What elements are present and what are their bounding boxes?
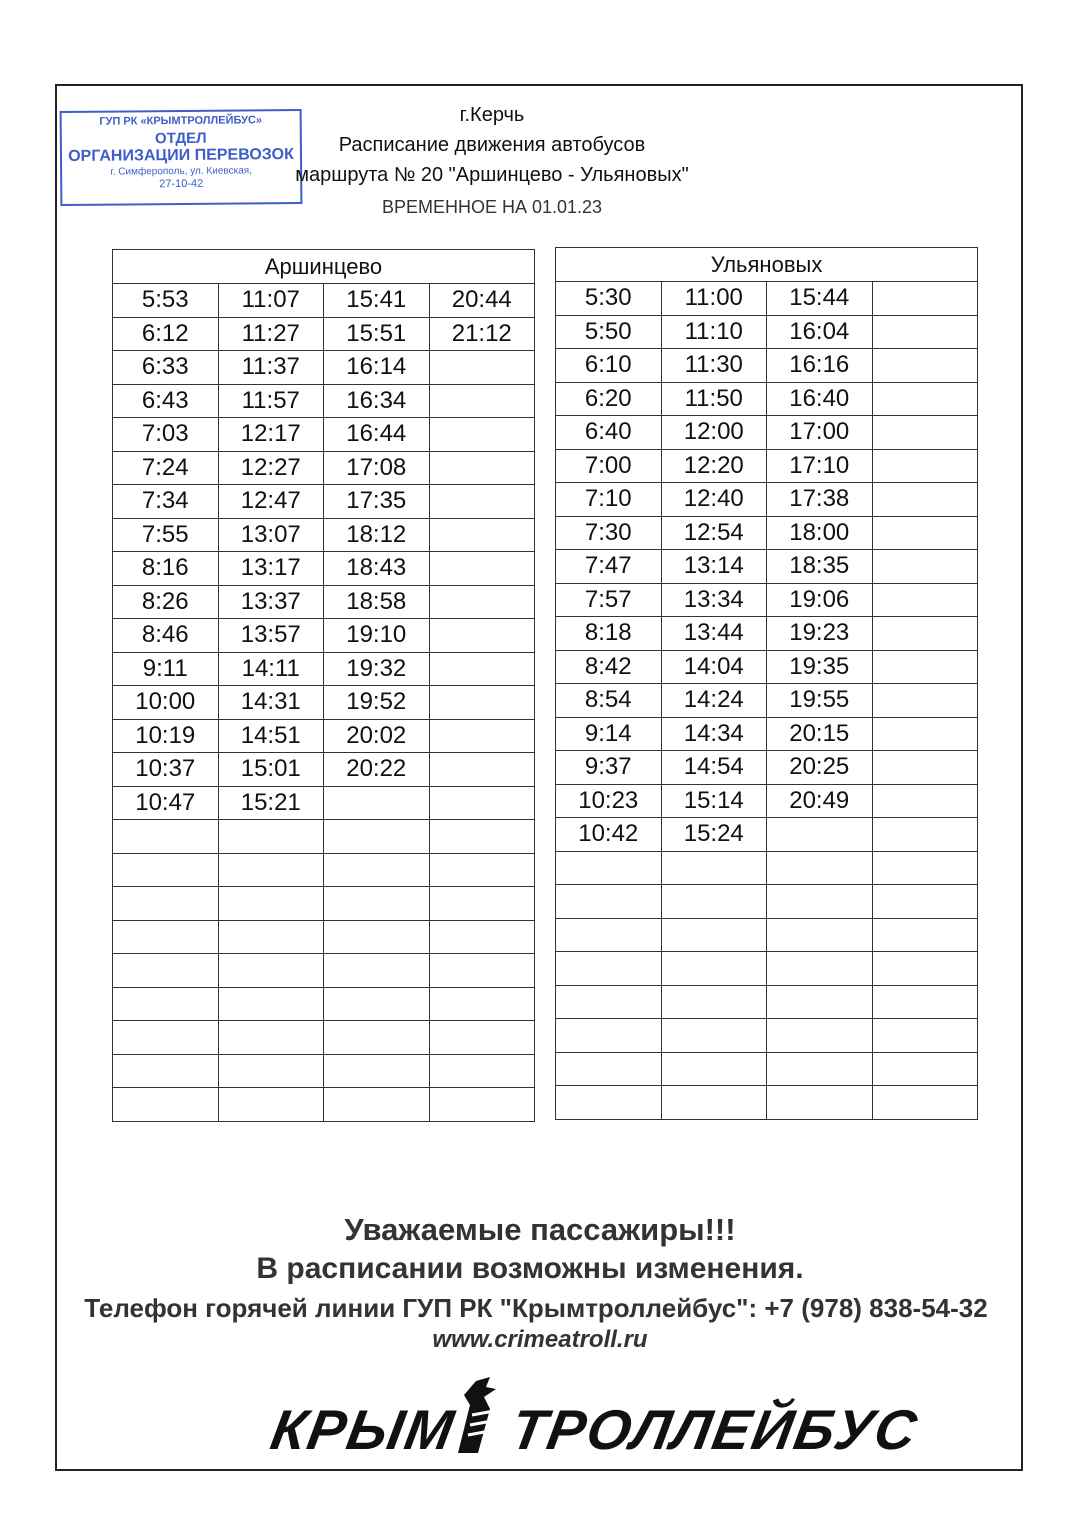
time-cell bbox=[872, 1086, 978, 1120]
table-row bbox=[556, 617, 978, 651]
table-row bbox=[113, 384, 535, 418]
table-row bbox=[113, 820, 535, 854]
time-cell: 16:04 bbox=[767, 315, 873, 349]
time-cell: 5:50 bbox=[556, 315, 662, 349]
time-cell bbox=[113, 887, 219, 921]
table-row bbox=[113, 585, 535, 619]
time-cell: 20:02 bbox=[324, 719, 430, 753]
time-cell: 12:27 bbox=[218, 451, 324, 485]
table-row bbox=[556, 1052, 978, 1086]
table-row bbox=[556, 583, 978, 617]
time-cell: 14:51 bbox=[218, 719, 324, 753]
time-cell: 10:19 bbox=[113, 719, 219, 753]
table-row bbox=[113, 351, 535, 385]
time-cell bbox=[556, 985, 662, 1019]
notice-changes: В расписании возможны изменения. bbox=[256, 1252, 804, 1285]
time-cell bbox=[429, 485, 535, 519]
time-cell bbox=[324, 954, 430, 988]
table-row bbox=[556, 349, 978, 383]
time-cell bbox=[429, 887, 535, 921]
time-cell bbox=[872, 1052, 978, 1086]
time-cell bbox=[872, 315, 978, 349]
time-cell: 8:42 bbox=[556, 650, 662, 684]
time-cell bbox=[767, 952, 873, 986]
temporary-label: ВРЕМЕННОЕ НА 01.01.23 bbox=[381, 197, 603, 217]
time-cell: 13:17 bbox=[218, 552, 324, 586]
crimea-trolleybus-logo bbox=[266, 1375, 924, 1461]
time-cell: 6:12 bbox=[113, 317, 219, 351]
website-link[interactable]: www.crimeatroll.ru bbox=[432, 1326, 648, 1353]
time-cell bbox=[429, 652, 535, 686]
table-row bbox=[556, 717, 978, 751]
time-cell: 16:44 bbox=[324, 418, 430, 452]
table-row bbox=[113, 418, 535, 452]
time-cell: 13:07 bbox=[218, 518, 324, 552]
time-cell: 7:24 bbox=[113, 451, 219, 485]
table-row bbox=[113, 451, 535, 485]
schedule-table-ulyanovykh bbox=[555, 247, 978, 1120]
table-row bbox=[556, 1086, 978, 1120]
time-cell bbox=[429, 920, 535, 954]
table-row bbox=[556, 1019, 978, 1053]
table-row bbox=[113, 753, 535, 787]
time-cell: 8:54 bbox=[556, 684, 662, 718]
time-cell: 19:32 bbox=[324, 652, 430, 686]
time-cell bbox=[429, 418, 535, 452]
time-cell: 19:52 bbox=[324, 686, 430, 720]
table-row bbox=[556, 684, 978, 718]
time-cell bbox=[872, 282, 978, 316]
hotline-phone: Телефон горячей линии ГУП РК "Крымтроллейбус": +7 (978) 838-54-32 bbox=[84, 1293, 988, 1323]
time-cell bbox=[429, 1021, 535, 1055]
time-cell: 7:03 bbox=[113, 418, 219, 452]
time-cell bbox=[872, 349, 978, 383]
route-title: маршрута № 20 "Аршинцево - Ульяновых" bbox=[295, 164, 689, 186]
time-cell bbox=[661, 918, 767, 952]
stamp-line-3: ОРГАНИЗАЦИИ ПЕРЕВОЗОК bbox=[68, 146, 294, 165]
time-cell bbox=[324, 853, 430, 887]
time-cell: 9:37 bbox=[556, 751, 662, 785]
time-cell: 20:49 bbox=[767, 784, 873, 818]
time-cell bbox=[872, 550, 978, 584]
time-cell bbox=[872, 851, 978, 885]
time-cell: 7:55 bbox=[113, 518, 219, 552]
time-cell: 10:42 bbox=[556, 818, 662, 852]
time-cell bbox=[218, 1021, 324, 1055]
table-row bbox=[556, 449, 978, 483]
time-cell bbox=[324, 1021, 430, 1055]
time-cell: 10:47 bbox=[113, 786, 219, 820]
table-row bbox=[556, 315, 978, 349]
time-cell: 16:40 bbox=[767, 382, 873, 416]
time-cell bbox=[113, 954, 219, 988]
time-cell: 15:24 bbox=[661, 818, 767, 852]
time-cell bbox=[218, 853, 324, 887]
schedule-title: Расписание движения автобусов bbox=[338, 134, 646, 156]
time-cell bbox=[872, 483, 978, 517]
time-cell: 17:00 bbox=[767, 416, 873, 450]
time-cell: 16:34 bbox=[324, 384, 430, 418]
time-cell: 15:51 bbox=[324, 317, 430, 351]
schedule-table-arshintsevo bbox=[112, 249, 535, 1122]
time-cell: 17:10 bbox=[767, 449, 873, 483]
time-cell: 18:12 bbox=[324, 518, 430, 552]
stamp-line-4: г. Симферополь, ул. Киевская, bbox=[110, 165, 252, 178]
table-row bbox=[113, 853, 535, 887]
time-cell: 11:10 bbox=[661, 315, 767, 349]
table-row bbox=[556, 918, 978, 952]
time-cell bbox=[661, 1086, 767, 1120]
time-cell: 7:47 bbox=[556, 550, 662, 584]
time-cell bbox=[872, 416, 978, 450]
time-cell bbox=[429, 719, 535, 753]
time-cell bbox=[324, 920, 430, 954]
time-cell bbox=[556, 851, 662, 885]
city-title: г.Керчь bbox=[459, 104, 525, 126]
time-cell: 16:16 bbox=[767, 349, 873, 383]
time-cell: 15:14 bbox=[661, 784, 767, 818]
time-cell bbox=[429, 853, 535, 887]
time-cell bbox=[218, 820, 324, 854]
table-row bbox=[113, 920, 535, 954]
time-cell: 11:37 bbox=[218, 351, 324, 385]
time-cell bbox=[324, 1054, 430, 1088]
time-cell: 17:35 bbox=[324, 485, 430, 519]
table-row bbox=[556, 650, 978, 684]
time-cell bbox=[113, 920, 219, 954]
time-cell: 13:34 bbox=[661, 583, 767, 617]
time-cell bbox=[113, 1088, 219, 1122]
table-row bbox=[113, 987, 535, 1021]
time-cell bbox=[429, 820, 535, 854]
time-cell: 20:44 bbox=[429, 284, 535, 318]
time-cell: 13:37 bbox=[218, 585, 324, 619]
table-row bbox=[113, 954, 535, 988]
time-cell: 6:40 bbox=[556, 416, 662, 450]
time-cell bbox=[872, 818, 978, 852]
time-cell: 21:12 bbox=[429, 317, 535, 351]
time-cell bbox=[429, 1088, 535, 1122]
time-cell: 20:25 bbox=[767, 751, 873, 785]
time-cell bbox=[872, 650, 978, 684]
time-cell bbox=[429, 585, 535, 619]
time-cell: 15:21 bbox=[218, 786, 324, 820]
time-cell bbox=[218, 1054, 324, 1088]
time-cell: 5:30 bbox=[556, 282, 662, 316]
time-cell: 7:57 bbox=[556, 583, 662, 617]
time-cell bbox=[872, 985, 978, 1019]
time-cell: 14:24 bbox=[661, 684, 767, 718]
time-cell: 13:44 bbox=[661, 617, 767, 651]
time-cell bbox=[324, 887, 430, 921]
time-cell bbox=[872, 952, 978, 986]
table-row bbox=[556, 751, 978, 785]
time-cell bbox=[872, 449, 978, 483]
time-cell: 8:16 bbox=[113, 552, 219, 586]
time-cell bbox=[556, 918, 662, 952]
time-cell bbox=[872, 382, 978, 416]
time-cell bbox=[661, 1052, 767, 1086]
time-cell: 14:04 bbox=[661, 650, 767, 684]
time-cell: 11:27 bbox=[218, 317, 324, 351]
time-cell bbox=[767, 918, 873, 952]
time-cell: 6:33 bbox=[113, 351, 219, 385]
time-cell: 11:30 bbox=[661, 349, 767, 383]
time-cell: 19:55 bbox=[767, 684, 873, 718]
time-cell: 8:26 bbox=[113, 585, 219, 619]
time-cell: 13:14 bbox=[661, 550, 767, 584]
table-row bbox=[113, 485, 535, 519]
time-cell bbox=[767, 818, 873, 852]
time-cell bbox=[429, 954, 535, 988]
time-cell: 12:20 bbox=[661, 449, 767, 483]
time-cell bbox=[324, 786, 430, 820]
time-cell: 7:30 bbox=[556, 516, 662, 550]
time-cell bbox=[429, 351, 535, 385]
table-heading-ulyanovykh: Ульяновых bbox=[556, 248, 978, 282]
time-cell: 11:07 bbox=[218, 284, 324, 318]
table-row bbox=[113, 887, 535, 921]
table-row bbox=[556, 952, 978, 986]
time-cell: 14:31 bbox=[218, 686, 324, 720]
time-cell bbox=[429, 619, 535, 653]
table-row bbox=[556, 818, 978, 852]
time-cell bbox=[429, 786, 535, 820]
time-cell: 15:44 bbox=[767, 282, 873, 316]
table-row bbox=[113, 518, 535, 552]
time-cell bbox=[767, 885, 873, 919]
time-cell bbox=[218, 987, 324, 1021]
table-row bbox=[113, 652, 535, 686]
time-cell: 7:10 bbox=[556, 483, 662, 517]
table-row bbox=[113, 317, 535, 351]
time-cell bbox=[429, 753, 535, 787]
table-row bbox=[113, 284, 535, 318]
time-cell bbox=[872, 583, 978, 617]
time-cell bbox=[872, 885, 978, 919]
time-cell: 14:34 bbox=[661, 717, 767, 751]
stamp-line-1: ГУП РК «КРЫМТРОЛЛЕЙБУС» bbox=[99, 114, 263, 128]
time-cell bbox=[661, 851, 767, 885]
time-cell bbox=[556, 952, 662, 986]
time-cell bbox=[324, 820, 430, 854]
stamp-line-5: 27-10-42 bbox=[159, 177, 204, 191]
time-cell: 7:00 bbox=[556, 449, 662, 483]
time-cell bbox=[767, 851, 873, 885]
time-cell: 6:43 bbox=[113, 384, 219, 418]
time-cell: 12:54 bbox=[661, 516, 767, 550]
time-cell: 11:00 bbox=[661, 282, 767, 316]
time-cell bbox=[113, 853, 219, 887]
table-row bbox=[556, 483, 978, 517]
time-cell: 19:23 bbox=[767, 617, 873, 651]
time-cell bbox=[661, 885, 767, 919]
logo-text-right: ТРОЛЛЕЙБУС bbox=[506, 1398, 924, 1461]
time-cell: 14:11 bbox=[218, 652, 324, 686]
time-cell bbox=[113, 820, 219, 854]
time-cell bbox=[429, 686, 535, 720]
table-row bbox=[556, 416, 978, 450]
table-row bbox=[556, 851, 978, 885]
time-cell bbox=[218, 887, 324, 921]
time-cell bbox=[872, 617, 978, 651]
time-cell: 5:53 bbox=[113, 284, 219, 318]
table-row bbox=[556, 885, 978, 919]
time-cell: 18:00 bbox=[767, 516, 873, 550]
table-row bbox=[556, 985, 978, 1019]
time-cell bbox=[872, 717, 978, 751]
time-cell bbox=[429, 987, 535, 1021]
time-cell: 13:57 bbox=[218, 619, 324, 653]
time-cell bbox=[113, 1054, 219, 1088]
time-cell bbox=[429, 1054, 535, 1088]
table-row bbox=[113, 1088, 535, 1122]
time-cell: 10:00 bbox=[113, 686, 219, 720]
table-row bbox=[556, 282, 978, 316]
time-cell bbox=[218, 1088, 324, 1122]
time-cell: 20:22 bbox=[324, 753, 430, 787]
time-cell: 10:37 bbox=[113, 753, 219, 787]
time-cell bbox=[872, 918, 978, 952]
time-cell: 8:18 bbox=[556, 617, 662, 651]
time-cell: 11:57 bbox=[218, 384, 324, 418]
table-row bbox=[113, 1054, 535, 1088]
time-cell bbox=[767, 1086, 873, 1120]
time-cell bbox=[324, 1088, 430, 1122]
table-row bbox=[556, 516, 978, 550]
time-cell: 14:54 bbox=[661, 751, 767, 785]
time-cell: 17:38 bbox=[767, 483, 873, 517]
time-cell: 15:41 bbox=[324, 284, 430, 318]
time-cell bbox=[661, 952, 767, 986]
time-cell: 20:15 bbox=[767, 717, 873, 751]
time-cell: 11:50 bbox=[661, 382, 767, 416]
table-heading-arshintsevo: Аршинцево bbox=[113, 250, 535, 284]
time-cell: 19:06 bbox=[767, 583, 873, 617]
time-cell: 18:43 bbox=[324, 552, 430, 586]
time-cell: 6:10 bbox=[556, 349, 662, 383]
table-row bbox=[113, 686, 535, 720]
time-cell bbox=[661, 985, 767, 1019]
table-row bbox=[113, 619, 535, 653]
logo-text-left: КРЫМ bbox=[266, 1398, 460, 1461]
time-cell: 9:11 bbox=[113, 652, 219, 686]
time-cell bbox=[767, 1019, 873, 1053]
notice-greeting: Уважаемые пассажиры!!! bbox=[344, 1212, 736, 1247]
time-cell: 17:08 bbox=[324, 451, 430, 485]
time-cell: 10:23 bbox=[556, 784, 662, 818]
time-cell bbox=[429, 518, 535, 552]
time-cell: 18:35 bbox=[767, 550, 873, 584]
table-row bbox=[113, 552, 535, 586]
time-cell bbox=[872, 1019, 978, 1053]
time-cell bbox=[556, 1086, 662, 1120]
time-cell: 8:46 bbox=[113, 619, 219, 653]
time-cell bbox=[556, 1019, 662, 1053]
table-row bbox=[113, 786, 535, 820]
table-row bbox=[556, 382, 978, 416]
griffin-icon bbox=[450, 1375, 510, 1455]
time-cell bbox=[872, 751, 978, 785]
time-cell bbox=[872, 784, 978, 818]
time-cell: 7:34 bbox=[113, 485, 219, 519]
time-cell bbox=[429, 451, 535, 485]
time-cell bbox=[767, 985, 873, 1019]
time-cell: 6:20 bbox=[556, 382, 662, 416]
time-cell bbox=[113, 1021, 219, 1055]
time-cell: 9:14 bbox=[556, 717, 662, 751]
time-cell bbox=[113, 987, 219, 1021]
time-cell bbox=[872, 684, 978, 718]
time-cell: 15:01 bbox=[218, 753, 324, 787]
table-row bbox=[556, 550, 978, 584]
time-cell bbox=[218, 954, 324, 988]
time-cell bbox=[872, 516, 978, 550]
time-cell: 19:10 bbox=[324, 619, 430, 653]
table-row bbox=[556, 784, 978, 818]
time-cell: 19:35 bbox=[767, 650, 873, 684]
time-cell bbox=[661, 1019, 767, 1053]
table-row bbox=[113, 1021, 535, 1055]
time-cell bbox=[429, 384, 535, 418]
time-cell bbox=[429, 552, 535, 586]
time-cell: 16:14 bbox=[324, 351, 430, 385]
table-row bbox=[113, 719, 535, 753]
stamp-line-2: ОТДЕЛ bbox=[154, 129, 207, 148]
time-cell: 12:47 bbox=[218, 485, 324, 519]
time-cell bbox=[218, 920, 324, 954]
time-cell bbox=[767, 1052, 873, 1086]
time-cell: 12:17 bbox=[218, 418, 324, 452]
time-cell bbox=[556, 885, 662, 919]
time-cell bbox=[556, 1052, 662, 1086]
time-cell: 12:00 bbox=[661, 416, 767, 450]
time-cell: 18:58 bbox=[324, 585, 430, 619]
time-cell bbox=[324, 987, 430, 1021]
time-cell: 12:40 bbox=[661, 483, 767, 517]
